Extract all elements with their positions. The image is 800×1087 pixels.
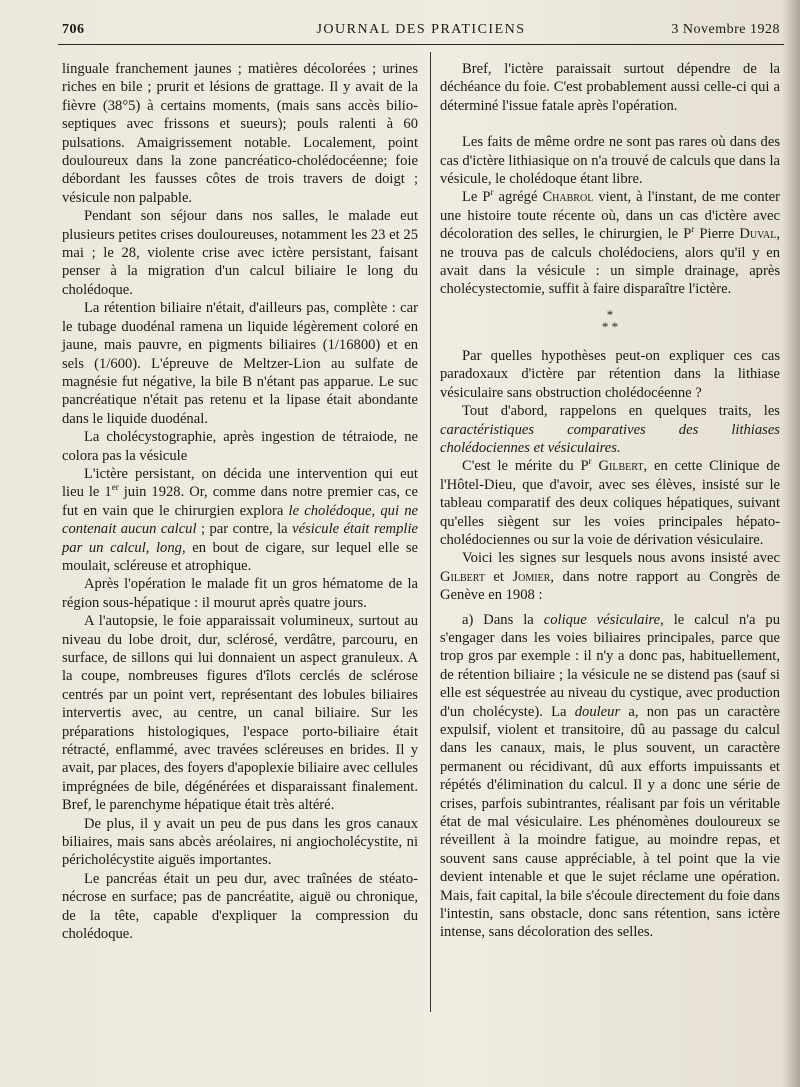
right-paragraph-3: Le $P^r$ agrégé Chabrol vient, à l'instant, de me conter une histoire toute récente où, dans un cas d'ictère avec décoloration des selles, le chirurgien, le $P^r$ Pierre Duval, ne trouva pas de calculs cholédociens, alors qu'il y en avait dans la vésicule : un simple drainage, après cholécystectomie, suffit à faire disparaître l'ictère. (440, 187, 780, 298)
section-separator: * * * (601, 306, 619, 334)
right-column (440, 60, 780, 942)
column-divider (430, 52, 431, 1012)
issue-date: 3 Novembre 1928 (671, 22, 780, 37)
running-header (62, 22, 780, 42)
left-column (62, 60, 418, 944)
left-paragraph-6: Après l'opération le malade fit un gros hématome de la région sous-hépatique : il mourut après quatre jours. (62, 576, 418, 611)
right-paragraph-4: Par quelles hypothèses peut-on expliquer ces cas paradoxaux d'ictère par rétention dans la lithiase vésiculaire sans obstruction cholédocéenne ? (440, 347, 780, 401)
left-paragraph-7: A l'autopsie, le foie apparaissait volumineux, surtout au niveau du lobe droit, dur, sclérosé, verdâtre, parcouru, en surface, de sillons qui lui donnaient un aspect granuleux. A la coupe, nombreuses figures d'îlots cerclés de sclérose centrés par un point vert, représentant des lobules biliaires intervertis avec, au centre, un canal biliaire. Sur les préparations histologiques, l'espace porto-biliaire était rétracté, enflammé, avec travées scléreuses en brides. Il y avait, par places, des foyers d'apoplexie biliaire avec cellules imprégnées de bile, dégénérées et disparaissant finalement. Bref, le parenchyme hépatique était très altéré. (62, 613, 418, 814)
right-paragraph-7: Voici les signes sur lesquels nous avons insisté avec Gilbert et Jomier, dans notre rapport au Congrès de Genève en 1908 : (440, 550, 780, 604)
left-paragraph-3: La rétention biliaire n'était, d'ailleurs pas, complète : car le tubage duodénal ramena un liquide légèrement coloré en jaune, mais pauvre, en pigments biliaires (1/16800) et en sels (1/600). L'épreuve de Meltzer-Lion au sulfate de magnésie fut négative, la bile B n'étant pas apparue. Le suc pancréatique n'était pas retenu et la lipase était abondante dans le liquide duodénal. (62, 300, 418, 427)
left-paragraph-8: De plus, il y avait un peu de pus dans les gros canaux biliaires, mais sans abcès aréolaires, ni angiocholécystite, ni péricholécystite aiguës importantes. (62, 815, 418, 869)
journal-title: JOURNAL DES PRATICIENS (316, 22, 526, 37)
page-edge-shadow (782, 0, 800, 1087)
page-number: 706 (62, 22, 85, 37)
left-paragraph-5: L'ictère persistant, on décida une intervention qui eut lieu le 1er juin 1928. Or, comme dans notre premier cas, ce fut en vain que le chirurgien explora le cholédoque, qui ne contenait aucun calcul ; par contre, la vésicule était remplie par un calcul, long, en bout de cigare, sur lequel elle se moulait, scléreuse et atrophique. (62, 465, 418, 574)
right-paragraph-2: Les faits de même ordre ne sont pas rares où dans des cas d'ictère lithiasique on n'a trouvé de calculs que dans la vésicule, le cholédoque étant libre. (440, 134, 780, 188)
right-paragraph-1: Bref, l'ictère paraissait surtout dépendre de la déchéance du foie. C'est probablement aussi celle-ci qui a déterminé l'issue fatale après l'opération. (440, 61, 780, 114)
left-paragraph-1: linguale franchement jaunes ; matières décolorées ; urines riches en bile ; prurit et lésions de grattage. Il y avait de la fièvre (38°5) à certains moments, (mais sans accès bilio-septiques avec frissons et sueurs); pouls ralenti à 60 pulsations. Amaigrissement notable. Localement, point douloureux dans la zone pancréatico-cholédocéenne; foie débordant les fausses côtes de trois travers de doigt ; vésicule non palpable. (62, 61, 418, 206)
left-paragraph-9: Le pancréas était un peu dur, avec traînées de stéato-nécrose en surface; pas de pancréatite, aiguë ou chronique, de la tête, capable d'expliquer la compression du cholédoque. (62, 870, 418, 943)
right-paragraph-5: Tout d'abord, rappelons en quelques traits, les caractéristiques comparatives des lithiases cholédociennes et vésiculaires. (440, 403, 780, 456)
left-paragraph-4: La cholécystographie, après ingestion de tétraiode, ne colora pas la vésicule (62, 429, 418, 464)
right-paragraph-6: C'est le mérite du $P^r$ Gilbert, en cette Clinique de l'Hôtel-Dieu, que d'avoir, avec ses élèves, insisté sur le tableau comparatif des deux coliques hépatiques, suivant qu'elles siègent sur les voies principales hépato-cholédociennes ou sur la voie de dérivation vésiculaire. (440, 456, 780, 548)
right-paragraph-8: a) Dans la colique vésiculaire, le calcul n'a pu s'engager dans les voies biliaires principales, parce que trop gros par exemple : il n'y a donc pas, habituellement, de rétention biliaire ; la vésicule ne se distend pas (sauf si elle est séquestrée au niveau du cystique, avec production d'un cholécyste). La douleur a, non pas un caractère expulsif, violent et transitoire, dû au passage du calcul dans les canaux, mais, le plus souvent, un caractère permanent ou récidivant, dû aux efforts impuissants et répétés d'élimination du calcul. Il y a donc une série de crises, parfois subintrantes, réalisant par fois un véritable état de mal vésiculaire. Les phénomènes douloureux se réveillent à la moindre fatigue, au moindre repas, et souvent sans cause appréciable, à tel point que la vie devient intenable et que le sujet réclame une opération. Mais, fait capital, la bile s'écoule directement du foie dans l'intestin, sans obstacle, donc sans rétention, sans ictère intense, sans décoloration des selles. (440, 611, 780, 941)
header-rule (58, 44, 784, 45)
left-paragraph-2: Pendant son séjour dans nos salles, le malade eut plusieurs petites crises douloureuses, notamment les 23 et 25 mai ; le 28, violente crise avec ictère persistant, faisant penser à la migration d'un calcul biliaire le long du cholédoque. (62, 208, 418, 298)
